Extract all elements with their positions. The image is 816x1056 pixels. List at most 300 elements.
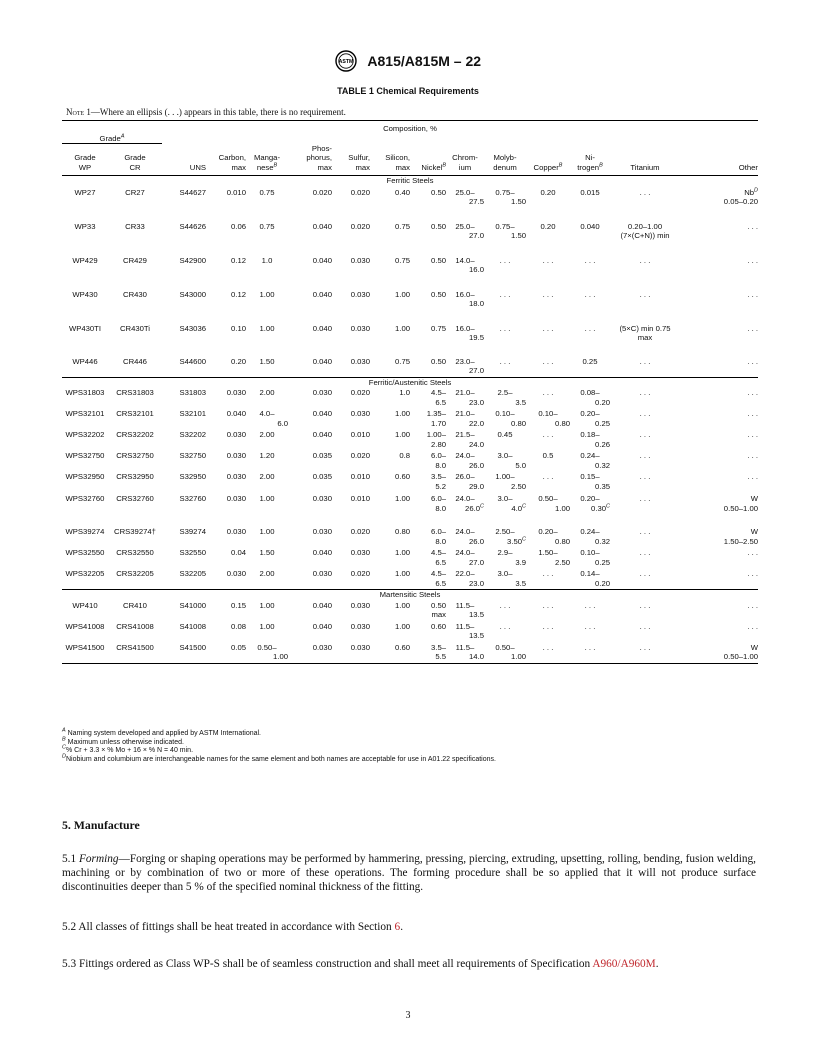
cell-s: 0.020: [350, 187, 370, 197]
cell-ni: 3.5– 5.2: [431, 472, 446, 491]
cell-cu: . . .: [526, 642, 570, 664]
cell-ti: . . .: [639, 356, 651, 366]
cell-cu: . . .: [542, 600, 554, 610]
cell-mn: 2.00: [259, 472, 275, 481]
cell-other: . . .: [747, 430, 758, 439]
cell-mo: 3.0– 5.0: [497, 451, 526, 470]
cell-c: 0.10: [231, 323, 246, 333]
cell-wp: WP27: [74, 187, 96, 197]
cell-n: 0.25: [582, 356, 598, 366]
cell-s: 0.030: [350, 621, 370, 631]
logo-text: ASTM: [338, 59, 354, 66]
cell-ti: . . .: [610, 642, 680, 664]
cell-ti: . . .: [639, 494, 651, 503]
cell-ti: 0.20–1.00 (7×(C+N)) min: [620, 221, 670, 240]
cell-ti: . . .: [639, 527, 651, 536]
cell-cr: CR446: [123, 356, 147, 366]
table-note: [66, 107, 346, 117]
cell-cu: 1.50– 2.50: [538, 548, 570, 567]
cell-ni: 0.50: [431, 221, 446, 231]
cell-c: 0.030: [226, 472, 246, 481]
cell-s: 0.030: [350, 548, 370, 557]
cell-wp: WP430TI: [68, 323, 102, 333]
cell-c: 0.030: [226, 451, 246, 460]
cell-p: 0.030: [312, 569, 332, 578]
cell-cr2: 11.5– 14.0: [446, 642, 484, 664]
cell-mn: 1.00: [259, 323, 275, 333]
cell-c: 0.05: [206, 642, 246, 664]
column-header-ni: Nickel$^B$: [421, 161, 446, 172]
cell-s: 0.020: [350, 569, 370, 578]
cell-cu: 0.50– 1.00: [538, 494, 570, 513]
cell-cu: 0.5: [542, 451, 554, 460]
column-header-mn: Manga- nese$^B$: [253, 153, 281, 172]
cell-other: . . .: [747, 356, 758, 366]
cell-p: 0.040: [312, 255, 332, 265]
cell-cr2: 24.0– 27.0: [455, 548, 484, 567]
cell-mn: 1.0: [261, 255, 273, 265]
table-row: [62, 600, 758, 621]
cell-mn: 2.00: [259, 430, 275, 439]
note-text: —Where an ellipsis (. . .) appears in this table, there is no requirement.: [90, 107, 346, 117]
cell-mo: 0.75– 1.50: [495, 221, 526, 240]
cell-ni: 0.50: [431, 255, 446, 265]
cell-n: 0.24– 0.32: [580, 451, 610, 470]
cell-wp: WP430: [72, 289, 98, 299]
cell-cu: . . .: [542, 388, 554, 397]
cell-cu: . . .: [542, 356, 554, 366]
cell-n: . . .: [584, 323, 596, 333]
cell-ni: 0.50: [431, 187, 446, 197]
cell-p: 0.040: [312, 221, 332, 231]
cell-mn: 1.50: [259, 548, 275, 557]
cell-mn: 1.00: [259, 621, 275, 631]
table-row: [62, 526, 758, 547]
cell-cr2: 22.0– 23.0: [455, 569, 484, 588]
cell-uns: S32202: [179, 430, 206, 439]
table-body: [62, 176, 758, 664]
cell-wp: WP446: [72, 356, 98, 366]
cell-mo: . . .: [499, 323, 511, 333]
cell-mo: 0.45: [497, 430, 513, 439]
note-label: Note: [66, 107, 85, 117]
column-header-cr2: Chrom- ium: [452, 153, 478, 172]
column-header-n: Ni- trogen$^B$: [577, 153, 603, 172]
cell-si: 0.40: [395, 187, 410, 197]
cell-n: 0.08– 0.20: [580, 388, 610, 407]
cell-si: 1.00: [395, 323, 410, 333]
cell-wp: WPS41008: [65, 621, 105, 631]
cell-mo: 2.50– $3.50^C$: [495, 527, 526, 546]
cell-p: 0.040: [312, 409, 332, 418]
cell-s: 0.020: [350, 451, 370, 460]
table-row: [62, 408, 758, 429]
grade-header: Grade$^A$: [62, 134, 162, 144]
cell-mn: 0.75: [259, 187, 275, 197]
column-header-wp: Grade WP: [74, 153, 96, 172]
cell-cr: CR430Ti: [119, 323, 151, 333]
section-title: Ferritic/Austenitic Steels: [62, 377, 758, 387]
cell-cr: CR33: [125, 221, 145, 231]
cell-p: 0.030: [312, 494, 332, 503]
cell-other: W 0.50–1.00: [723, 494, 758, 513]
cell-mn: 1.00: [259, 527, 275, 536]
cell-ni: 6.0– 8.0: [431, 451, 446, 470]
table-row: [62, 220, 758, 254]
column-header-s: Sulfur, max: [348, 153, 370, 172]
cell-cr2: 21.0– 23.0: [455, 388, 484, 407]
cell-cr: CR430: [123, 289, 147, 299]
cell-n: 0.15– 0.35: [580, 472, 610, 491]
cell-cu: 0.20: [540, 221, 556, 231]
cell-ni: 0.50: [431, 356, 446, 366]
cell-ni: 0.50: [431, 289, 446, 299]
cell-cu: 0.20: [540, 187, 556, 197]
cell-cr: CRS41500: [108, 642, 162, 664]
cell-uns: S32205: [179, 569, 206, 578]
cell-cr2: 21.5– 24.0: [455, 430, 484, 449]
cell-wp: WPS32950: [65, 472, 105, 481]
cell-s: 0.030: [350, 356, 370, 366]
cell-n: 0.18– 0.26: [580, 430, 610, 449]
cell-p: 0.040: [312, 621, 332, 631]
astm-logo-icon: [335, 50, 357, 72]
cell-uns: S32950: [179, 472, 206, 481]
table-row: [62, 547, 758, 568]
cell-uns: S32101: [179, 409, 206, 418]
table-title: TABLE 1 Chemical Requirements: [337, 86, 479, 96]
cell-other: . . .: [747, 621, 758, 631]
cell-wp: WPS41500: [62, 642, 108, 664]
cell-mn: 0.50– 1.00: [246, 642, 288, 664]
cell-si: 0.60: [370, 642, 410, 664]
cell-c: 0.030: [226, 527, 246, 536]
cell-c: 0.06: [231, 221, 246, 231]
cell-mn: 2.00: [259, 569, 275, 578]
cell-wp: WPS32205: [65, 569, 105, 578]
cell-mo: 3.0– $4.0^C$: [497, 494, 526, 513]
cell-mo: 2.5– 3.5: [497, 388, 526, 407]
cell-uns: S42900: [179, 255, 206, 265]
cell-mo: . . .: [499, 621, 511, 631]
cell-cr2: 25.0– 27.0: [455, 221, 484, 240]
cell-p: 0.035: [312, 451, 332, 460]
cell-n: . . .: [570, 642, 610, 664]
cell-wp: WPS32202: [65, 430, 105, 439]
cell-cr2: 24.0– 26.0: [455, 527, 484, 546]
cell-other: . . .: [747, 472, 758, 481]
term-forming: Forming: [79, 853, 119, 865]
cell-other: $Nb^D$ 0.05–0.20: [723, 186, 758, 206]
cell-s: 0.030: [350, 600, 370, 610]
cell-cr: CRS32760: [116, 494, 154, 503]
cell-ni: 0.60: [431, 621, 446, 631]
cell-other: . . .: [747, 221, 758, 231]
cell-mn: 1.20: [259, 451, 275, 460]
section-heading: 5. Manufacture: [62, 818, 140, 832]
cell-p: 0.020: [312, 187, 332, 197]
table-row: [62, 471, 758, 492]
cell-other: . . .: [747, 548, 758, 557]
cell-wp: WPS32760: [65, 494, 105, 503]
cell-other: W 1.50–2.50: [723, 527, 758, 546]
cell-other: . . .: [747, 388, 758, 397]
cell-ni: 3.5– 5.5: [410, 642, 446, 664]
cell-n: 0.20– 0.25: [580, 409, 610, 428]
cell-s: 0.010: [350, 430, 370, 439]
cell-p: 0.040: [312, 289, 332, 299]
cell-ni: 0.75: [431, 323, 446, 333]
cell-ni: 6.0– 8.0: [431, 527, 446, 546]
cell-si: 1.0: [399, 388, 410, 397]
cell-mo: . . .: [499, 600, 511, 610]
cell-uns: S39274: [179, 527, 206, 536]
cell-p: 0.040: [312, 430, 332, 439]
cell-wp: WP33: [74, 221, 96, 231]
chemical-requirements-table: [62, 120, 758, 664]
cell-s: 0.030: [350, 409, 370, 418]
cell-cu: 0.10– 0.80: [538, 409, 570, 428]
cell-mo: 2.9– 3.9: [497, 548, 526, 567]
cell-uns: S41000: [179, 600, 206, 610]
cell-cr: CRS39274†: [114, 527, 156, 536]
column-header-row: [62, 144, 758, 176]
table-row: [62, 254, 758, 288]
cell-uns: S41008: [179, 621, 206, 631]
cell-uns: S44627: [179, 187, 206, 197]
cell-cr2: 11.5– 13.5: [455, 621, 484, 640]
cell-c: 0.20: [231, 356, 246, 366]
cell-wp: WPS32101: [65, 409, 105, 418]
cell-si: 0.80: [395, 527, 410, 536]
cell-c: 0.030: [226, 388, 246, 397]
cell-si: 1.00: [395, 409, 410, 418]
cell-p: 0.030: [312, 388, 332, 397]
cell-ni: 4.5– 6.5: [431, 548, 446, 567]
cell-mn: 1.00: [259, 600, 275, 610]
cell-c: 0.010: [226, 187, 246, 197]
column-header-p: Phos- phorus, max: [306, 143, 332, 172]
cell-uns: S44600: [179, 356, 206, 366]
cell-ti: . . .: [639, 569, 651, 578]
cell-mn: 4.0– 6.0: [259, 409, 288, 428]
cell-ni: 4.5– 6.5: [431, 569, 446, 588]
cell-ti: . . .: [639, 388, 651, 397]
cell-wp: WPS31803: [65, 388, 105, 397]
cell-cr: CRS31803: [116, 388, 154, 397]
cell-p: 0.030: [288, 642, 332, 664]
cell-c: 0.04: [231, 548, 246, 557]
paragraph-5-2: 5.2 All classes of fittings shall be heat treated in accordance with Section 6.: [62, 921, 404, 933]
cell-mo: 0.75– 1.50: [495, 187, 526, 206]
cell-c: 0.030: [226, 430, 246, 439]
paragraph-5-3: 5.3 Fittings ordered as Class WP-S shall be of seamless construction and shall meet all requirements of Specification A960/A960M.: [62, 958, 659, 970]
cell-cr2: 14.0– 16.0: [455, 255, 484, 274]
cell-c: 0.15: [231, 600, 246, 610]
cell-p: 0.040: [312, 356, 332, 366]
cell-ni: 4.5– 6.5: [431, 388, 446, 407]
cell-c: 0.030: [226, 569, 246, 578]
section-row: [62, 176, 758, 186]
document-id: A815/A815M – 22: [367, 53, 482, 69]
table-row: [62, 621, 758, 642]
cell-other: . . .: [747, 323, 758, 333]
table-row: [62, 186, 758, 220]
cell-cu: . . .: [542, 289, 554, 299]
cell-uns: S43000: [179, 289, 206, 299]
table-footnotes: [62, 727, 496, 764]
column-header-other: Other: [738, 162, 758, 172]
cell-cr: CRS41008: [116, 621, 154, 631]
cell-p: 0.035: [312, 472, 332, 481]
cell-cr: CRS32550: [116, 548, 154, 557]
cell-other: . . .: [747, 255, 758, 265]
column-header-cu: Copper$^B$: [533, 161, 563, 172]
cell-ni: 1.35– 1.70: [426, 409, 446, 428]
table-row: [62, 322, 758, 356]
cell-si: 1.00: [395, 494, 410, 503]
cell-cr: CRS32101: [116, 409, 154, 418]
cell-mn: 1.00: [259, 494, 275, 503]
page-number: 3: [405, 1010, 411, 1021]
cell-n: . . .: [584, 600, 596, 610]
cell-wp: WPS32550: [65, 548, 105, 557]
cell-uns: S32750: [179, 451, 206, 460]
cell-s: 0.020: [350, 527, 370, 536]
cell-cr: CR429: [123, 255, 147, 265]
column-header-ti: Titanium: [630, 162, 660, 172]
cell-uns: S41500: [162, 642, 206, 664]
cell-ti: . . .: [639, 621, 651, 631]
cell-cu: . . .: [542, 430, 554, 439]
a960-link[interactable]: A960/A960M: [592, 958, 656, 970]
cell-cr2: 16.0– 19.5: [455, 323, 484, 342]
cell-mo: . . .: [499, 255, 511, 265]
cell-wp: WP410: [72, 600, 98, 610]
cell-si: 0.75: [395, 356, 410, 366]
column-header-c: Carbon, max: [218, 153, 246, 172]
cell-si: 0.75: [395, 221, 410, 231]
cell-uns: S32760: [179, 494, 206, 503]
cell-ni: 0.50 max: [431, 600, 446, 619]
cell-cr2: 24.0– $26.0^C$: [455, 494, 484, 513]
cell-n: 0.20– $0.30^C$: [580, 494, 610, 513]
cell-wp: WPS32750: [65, 451, 105, 460]
cell-si: 0.75: [395, 255, 410, 265]
cell-cu: . . .: [542, 323, 554, 333]
cell-uns: S44626: [179, 221, 206, 231]
column-header-cr: Grade CR: [124, 153, 146, 172]
cell-ti: (5×C) min 0.75 max: [619, 323, 671, 342]
cell-mn: 1.00: [259, 289, 275, 299]
cell-cu: . . .: [542, 569, 554, 578]
cell-c: 0.12: [231, 255, 246, 265]
cell-cr: CR27: [125, 187, 145, 197]
cell-si: 1.00: [395, 289, 410, 299]
cell-s: 0.010: [350, 494, 370, 503]
cell-c: 0.12: [231, 289, 246, 299]
cell-mo: 1.00– 2.50: [495, 472, 526, 491]
cell-n: 0.040: [580, 221, 600, 231]
cell-s: 0.030: [350, 289, 370, 299]
cell-other: . . .: [747, 600, 758, 610]
cell-ni: 6.0– 8.0: [431, 494, 446, 513]
table-row: [62, 429, 758, 450]
cell-ti: . . .: [639, 187, 651, 197]
cell-cu: . . .: [542, 472, 554, 481]
column-header-si: Silicon, max: [385, 153, 410, 172]
section-title: Ferritic Steels: [62, 176, 758, 186]
cell-mo: . . .: [499, 289, 511, 299]
cell-ti: . . .: [639, 548, 651, 557]
cell-ti: . . .: [639, 289, 651, 299]
cell-p: 0.040: [312, 600, 332, 610]
cell-n: 0.015: [580, 187, 600, 197]
cell-s: 0.030: [350, 323, 370, 333]
table-row: [62, 288, 758, 322]
cell-mn: 2.00: [259, 388, 275, 397]
cell-cr2: 11.5– 13.5: [455, 600, 484, 619]
footnote: $^D$Niobium and columbium are interchangeable names for the same element and both names are acceptable for use in A01.22 specifications.: [62, 753, 496, 763]
cell-cr2: 24.0– 26.0: [455, 451, 484, 470]
cell-ti: . . .: [639, 409, 651, 418]
cell-si: 0.8: [399, 451, 410, 460]
cell-n: . . .: [584, 255, 596, 265]
cell-cr: CRS32750: [116, 451, 154, 460]
cell-other: . . .: [747, 289, 758, 299]
cell-other: W 0.50–1.00: [680, 642, 758, 664]
cell-cr: CR410: [123, 600, 147, 610]
footnote: $^C$% Cr + 3.3 × % Mo + 16 × % N = 40 min.: [62, 744, 194, 754]
cell-other: . . .: [747, 569, 758, 578]
cell-ni: 1.00– 2.80: [426, 430, 446, 449]
cell-ti: . . .: [639, 472, 651, 481]
cell-cr2: 25.0– 27.5: [455, 187, 484, 206]
cell-mo: 0.50– 1.00: [484, 642, 526, 664]
cell-s: 0.010: [350, 472, 370, 481]
cell-cr: CRS32950: [116, 472, 154, 481]
cell-c: 0.030: [226, 494, 246, 503]
table-header: [62, 121, 758, 176]
cell-wp: WP429: [72, 255, 98, 265]
cell-n: 0.24– 0.32: [580, 527, 610, 546]
cell-si: 0.60: [395, 472, 410, 481]
section-title: Martensitic Steels: [62, 590, 758, 600]
cell-s: 0.020: [350, 221, 370, 231]
section-row: [62, 377, 758, 387]
column-header-mo: Molyb- denum: [493, 153, 517, 172]
cell-ti: . . .: [639, 600, 651, 610]
cell-cu: . . .: [542, 255, 554, 265]
cell-si: 1.00: [395, 569, 410, 578]
table-row: [62, 356, 758, 378]
note-number: 1: [86, 107, 91, 117]
table-row: [62, 568, 758, 590]
cell-cu: 0.20– 0.80: [538, 527, 570, 546]
footnote: $^A$ Naming system developed and applied by ASTM International.: [62, 727, 262, 737]
cell-ti: . . .: [639, 451, 651, 460]
cell-n: . . .: [584, 621, 596, 631]
section-6-link[interactable]: 6: [394, 921, 401, 933]
cell-uns: S31803: [179, 388, 206, 397]
cell-cr2: 26.0– 29.0: [455, 472, 484, 491]
table-row: [62, 642, 758, 664]
cell-mo: . . .: [499, 356, 511, 366]
cell-s: 0.030: [350, 255, 370, 265]
cell-si: 1.00: [395, 430, 410, 439]
cell-mn: 1.50: [259, 356, 275, 366]
cell-c: 0.08: [231, 621, 246, 631]
